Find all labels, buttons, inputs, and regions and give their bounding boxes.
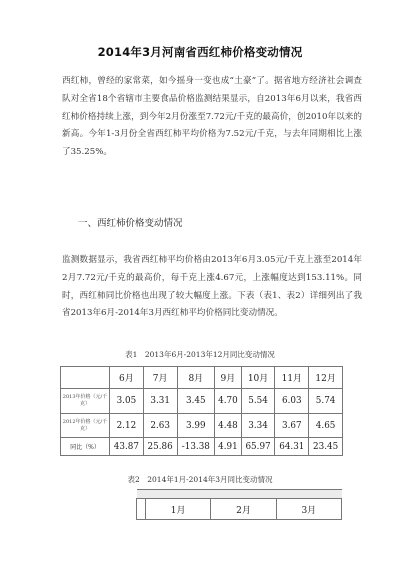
section-heading: 一、西红柿价格变动情况 [78,218,183,229]
table-cell: 3.67 [275,414,309,438]
table-header-row [61,367,343,389]
paragraph-intro: 西红柿，曾经的家常菜，如今摇身一变也成“土豪”了。据省地方经济社会调查队对全省18个省辖市主要食品价格监测结果显示，自2013年6月以来，我省西红柿价格持续上涨，到今年2月份涨至7.72元/千克的最高价，创2010年以来的新高。今年1-3月份全省西红柿平均价格为7.52元/千克，与去年同期相比上涨了35.25%。 [62,76,362,158]
price-table-2014 [136,489,342,520]
table-cell: 6.03 [275,389,309,414]
month-header: 11月 [275,367,309,389]
table-cell: 43.87 [110,438,144,456]
document-title: 2014年3月河南省西红柿价格变动情况 [97,45,303,59]
table-cell: 3.34 [241,414,275,438]
table-cell: 4.70 [215,389,242,414]
table-cell: 23.45 [309,438,343,456]
month-header: 2月 [211,499,276,520]
month-header: 3月 [276,499,341,520]
table-cell: 4.48 [215,414,242,438]
table2-caption: 表2 2014年1月-2014年3月同比变动情况 [127,475,273,484]
table-header-row [137,499,342,520]
table-row [61,414,343,438]
month-header: 9月 [215,367,242,389]
table-cell: 3.31 [143,389,177,414]
table-cell: 5.74 [309,389,343,414]
table-row [61,438,343,456]
table1-caption: 表1 2013年6月-2013年12月同比变动情况 [125,350,275,359]
month-header: 8月 [177,367,215,389]
table-cell: 3.05 [110,389,144,414]
table-row [61,389,343,414]
table-cell: 3.45 [177,389,215,414]
table-cell: 4.91 [215,438,242,456]
table-cell: 5.54 [241,389,275,414]
table-cell: 4.65 [309,414,343,438]
table-cell: 64.31 [275,438,309,456]
table-cell: 25.86 [143,438,177,456]
table-cell: 2.63 [143,414,177,438]
table-cell: 65.97 [241,438,275,456]
price-table-2013 [60,366,343,456]
month-header: 1月 [146,499,211,520]
table-cell: -13.38 [177,438,215,456]
paragraph-monitoring: 监测数据显示，我省西红柿平均价格由2013年6月3.05元/千克上涨至2014年2月7.72元/千克的最高价，每千克上涨4.67元，上涨幅度达到153.11%。同时，西红柿同比价格也出现了较大幅度上涨。下表（表1、表2）详细列出了我省2013年6月-2014年3月西红柿平均价格同比变动情况。 [62,255,362,319]
month-header: 7月 [143,367,177,389]
table-corner-cell [137,499,146,520]
table-spacer-row [137,490,342,499]
row-label: 2012年价格（元/千克） [61,414,110,438]
month-header: 12月 [309,367,343,389]
month-header: 6月 [110,367,144,389]
table-cell: 2.12 [110,414,144,438]
row-label: 同比（%） [61,438,110,456]
table-corner-cell [61,367,110,389]
table-cell: 3.99 [177,414,215,438]
month-header: 10月 [241,367,275,389]
row-label: 2013年价格（元/千克） [61,389,110,414]
